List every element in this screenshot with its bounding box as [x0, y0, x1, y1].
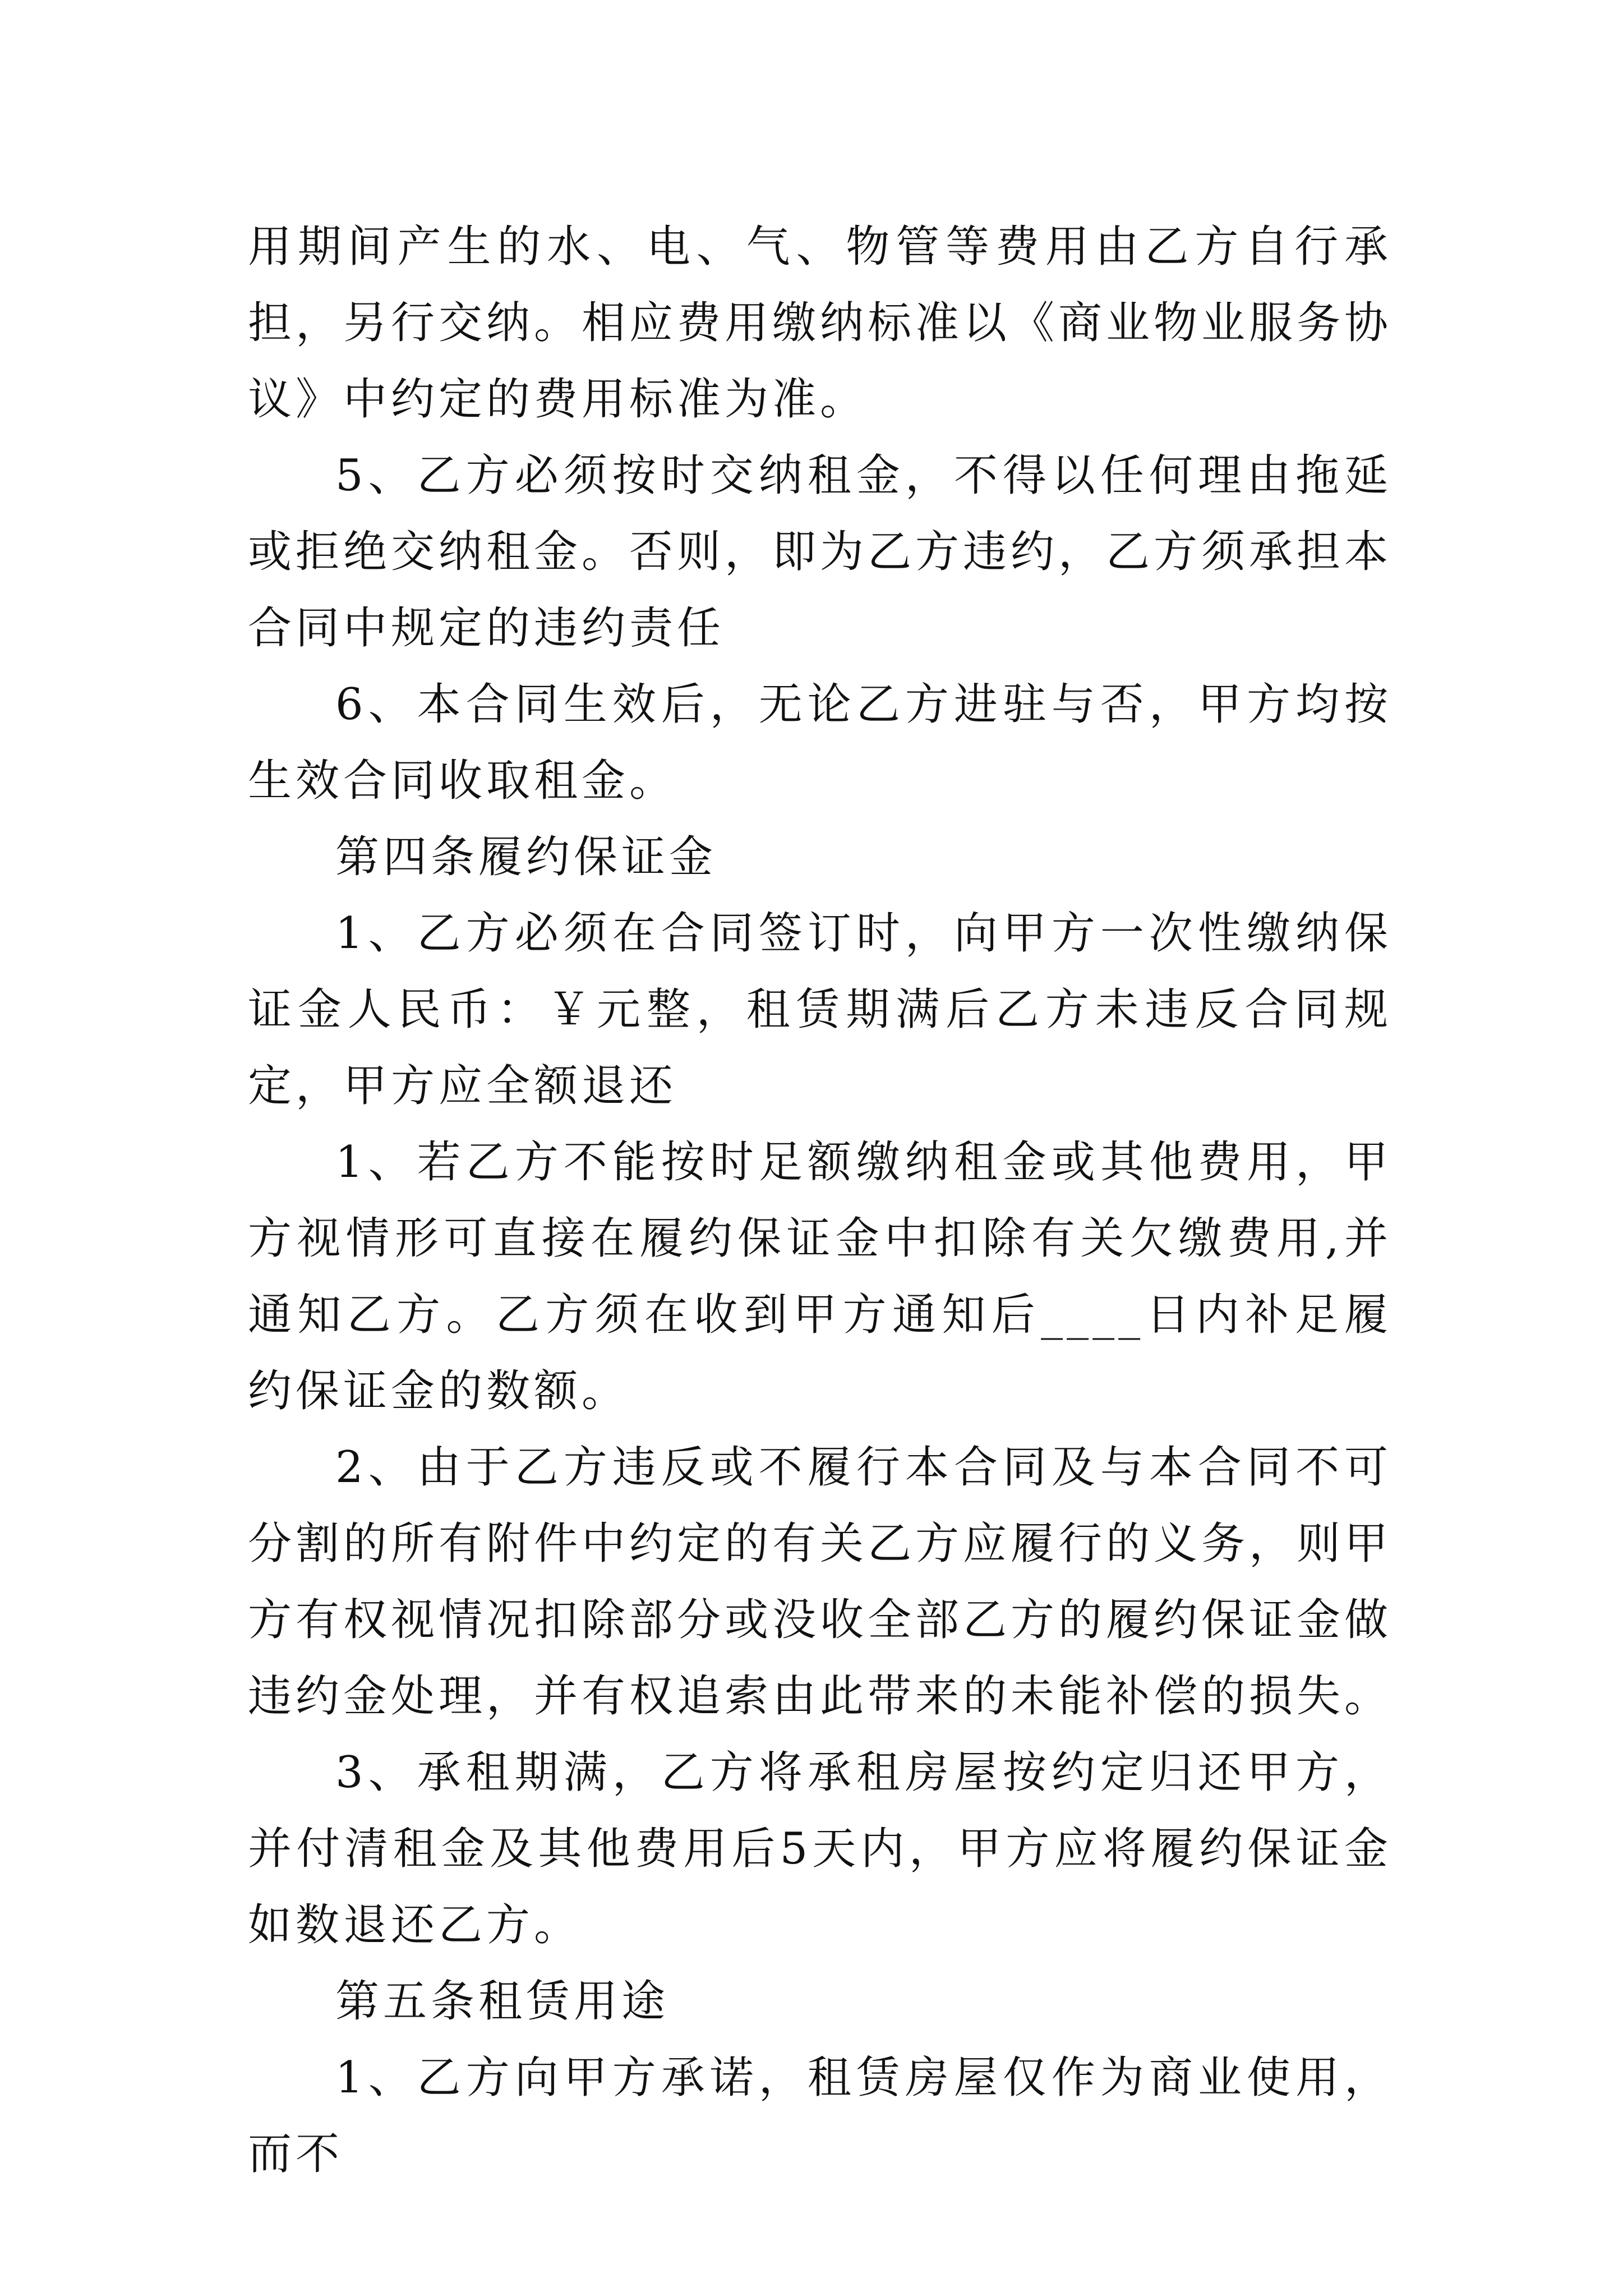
paragraph-deposit-1b: 1、若乙方不能按时足额缴纳租金或其他费用，甲方视情形可直接在履约保证金中扣除有关欠缴费用,并通知乙方。乙方须在收到甲方通知后____日内补足履约保证金的数额。 [248, 1137, 1392, 1416]
paragraph-usage-1: 1、乙方向甲方承诺，租赁房屋仅作为商业使用，而不 [248, 2053, 1392, 2179]
paragraph-deposit-2: 2、由于乙方违反或不履行本合同及与本合同不可分割的所有附件中约定的有关乙方应履行的义务，则甲方有权视情况扣除部分或没收全部乙方的履约保证金做违约金处理，并有权追索由此带来的未能补偿的损失。 [248, 1442, 1393, 1722]
section-heading-article-4: 第四条履约保证金 [335, 832, 717, 882]
paragraph-deposit-1: 1、乙方必须在合同签订时，向甲方一次性缴纳保证金人民币：￥元整，租赁期满后乙方未违反合同规定，甲方应全额退还 [248, 908, 1392, 1111]
section-heading-article-5: 第五条租赁用途 [335, 1976, 670, 2027]
paragraph-item-6: 6、本合同生效后，无论乙方进驻与否，甲方均按生效合同收取租金。 [248, 679, 1392, 806]
document-body [248, 209, 1392, 2192]
paragraph-item-5: 5、乙方必须按时交纳租金，不得以任何理由拖延或拒绝交纳租金。否则，即为乙方违约，乙方须承担本合同中规定的违约责任 [248, 450, 1393, 654]
paragraph-deposit-3: 3、承租期满，乙方将承租房屋按约定归还甲方，并付清租金及其他费用后5天内，甲方应将履约保证金如数退还乙方。 [248, 1747, 1392, 1950]
paragraph-continuation: 用期间产生的水、电、气、物管等费用由乙方自行承担，另行交纳。相应费用缴纳标准以《商业物业服务协议》中约定的费用标准为准。 [248, 222, 1393, 425]
